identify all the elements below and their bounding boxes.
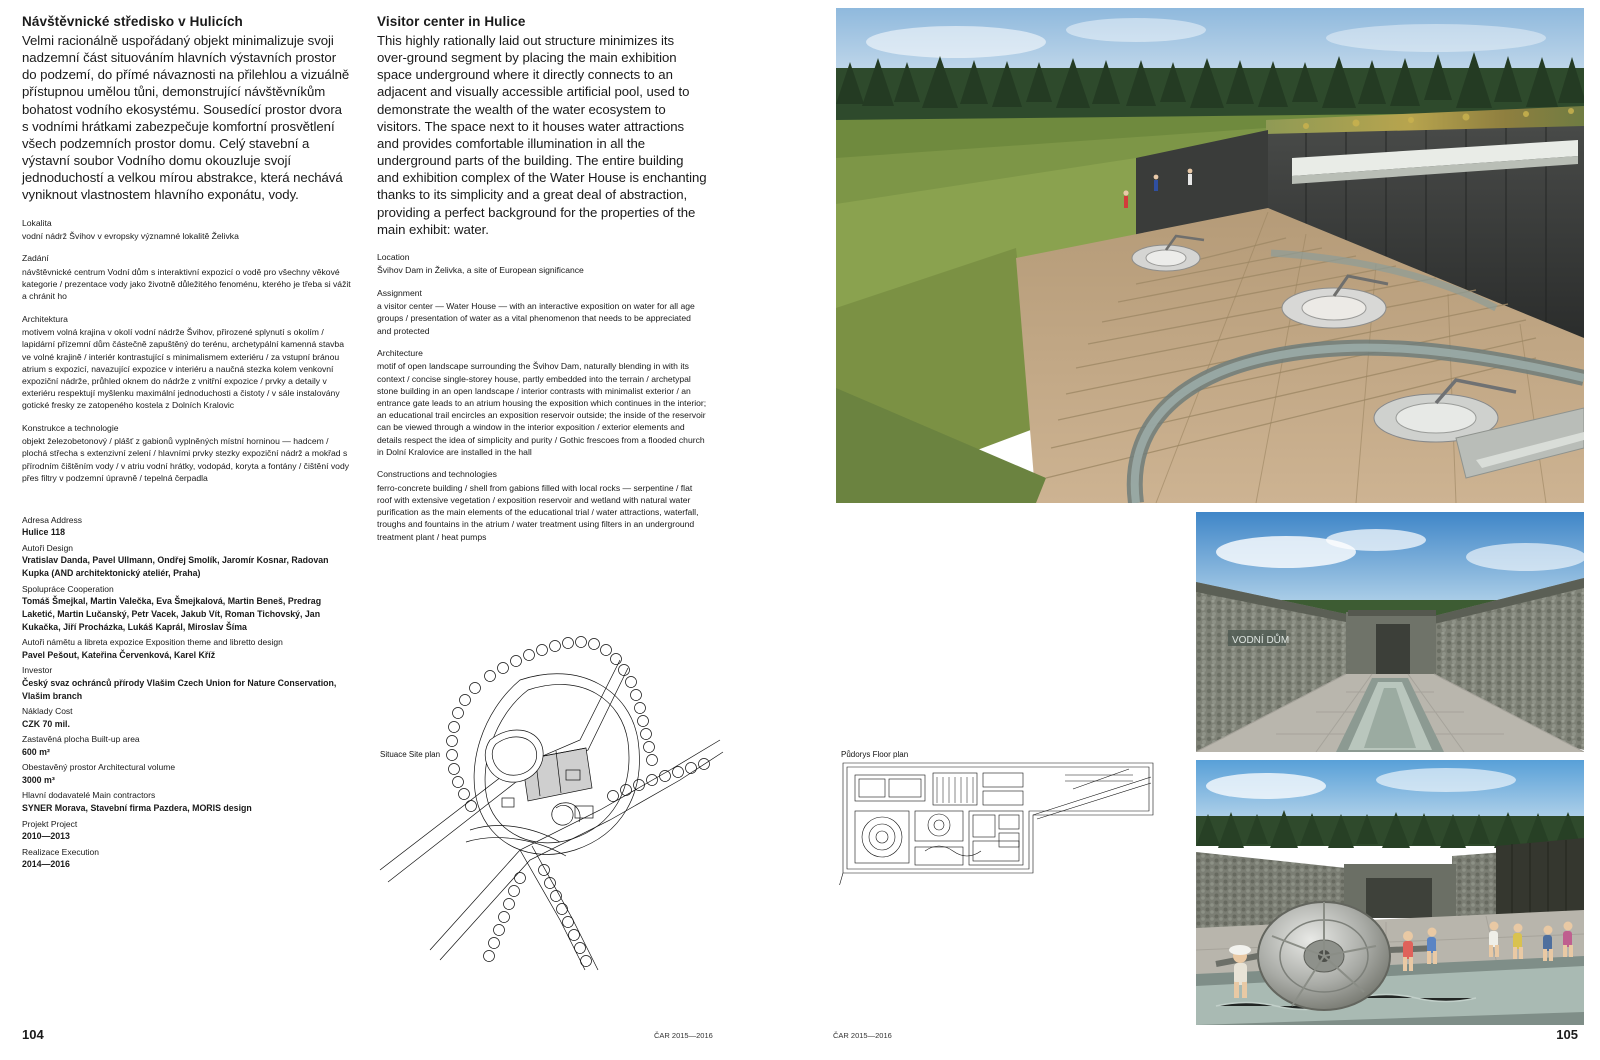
credit-label: Autoři námětu a libreta expozice Exposition theme and libretto design: [22, 637, 283, 648]
section-body: motif of open landscape surrounding the Švihov Dam, naturally blending in with its context / concise single-storey house, partly embedded into the terrain / archetypal stone building in an open landscape / interior contrasts with minimalist exterior / an entrance gate leads to an atrium housing the exposition which continues in the interior; an educational trail encircles an exposition reservoir outside; the inside of the reservoir can be viewed through a window in the interior exposition / exterior elements and details respect the idea of simplicity and purity / Gothic frescoes from a flooded church in Dolní Kralovice are installed in the hall: [377, 361, 707, 457]
credit-label: Zastavěná plocha Built-up area: [22, 734, 140, 745]
section-constructions: [377, 469, 707, 543]
section-body: objekt železobetonový / plášť z gabionů vyplněných místní horninou — hadcem / plochá střecha s extenzivní zelení / hlavními prvky stezky expoziční nádrž a mokřad s přírodním čištěním vody / v atriu vodní hrátky, vodopád, koryta a fontány / čištění vody přes filtry v podzemní úpravně / tepelná čerpadla: [22, 436, 350, 483]
credit-label: Realizace Execution: [22, 846, 100, 857]
section-body: a visitor center — Water House — with an interactive exposition on water for all age groups / presentation of water as a vital phenomenon that needs to be appreciated and protected: [377, 301, 695, 336]
section-body: návštěvnické centrum Vodní dům s interaktivní expozicí o vodě pro všechny věkové kategorie / prezentace vody jako životně důležitého fenoménu, kterého je třeba si vážit a chránit ho: [22, 266, 351, 302]
photo-gabion-corridor: [1196, 512, 1584, 752]
credit-label: Hlavní dodavatelé Main contractors: [22, 790, 156, 801]
credit-value: SYNER Morava, Stavební firma Pazdera, MORIS design: [22, 802, 252, 813]
credit-label: Investor: [22, 665, 53, 676]
credit-value: CZK 70 mil.: [22, 718, 70, 729]
section-title: Konstrukce a technologie: [22, 422, 119, 433]
section-title: Architektura: [22, 313, 68, 324]
section-architecture: [377, 348, 707, 458]
credit-value: Pavel Pešout, Kateřina Červenková, Karel Kříž: [22, 649, 216, 660]
section-title: Location: [377, 251, 410, 262]
credit-label: Adresa Address: [22, 514, 83, 525]
credit-value: 3000 m³: [22, 774, 55, 785]
section-architektura: [22, 314, 352, 412]
credit-label: Náklady Cost: [22, 706, 73, 717]
page-number-left: 104: [22, 1027, 44, 1042]
section-body: ferro-concrete building / shell from gabions filled with local rocks — serpentine / flat roof with extensive vegetation / exposition reservoir and wetland with natural water purification as the main elements of the educational trial / water attractions, waterfall, troughs and fountains in the atrium / water treatment using filters in an underground treatment plant / heat pumps: [377, 482, 699, 542]
section-body: vodní nádrž Švihov v evropsky významné lokalitě Želivka: [22, 231, 239, 242]
credit-value: 2014—2016: [22, 858, 70, 869]
credit-label: Obestavěný prostor Architectural volume: [22, 762, 176, 773]
credit-label: Autoři Design: [22, 543, 74, 554]
section-body: Švihov Dam in Želivka, a site of European significance: [377, 265, 584, 276]
credit-label: Projekt Project: [22, 818, 78, 829]
section-location: [377, 252, 707, 277]
section-zadani: [22, 253, 352, 302]
credit-value: 600 m²: [22, 746, 50, 757]
credit-value: Tomáš Šmejkal, Martin Valečka, Eva Šmejkalová, Martin Beneš, Predrag Laketić, Martin Lučanský, Petr Vacek, Jakub Vít, Roman Tichovský, Jan Kukačka, Jiří Procházka, Lukáš Kaprál, Miroslav Šíma: [22, 596, 322, 632]
credits-block: [22, 514, 352, 871]
section-title: Constructions and technologies: [377, 469, 497, 480]
section-title: Architecture: [377, 347, 423, 358]
photo-water-wheel-atrium: [1196, 760, 1584, 1025]
spread-gutter: [800, 0, 801, 1060]
section-title: Assignment: [377, 287, 422, 298]
section-body: motivem volná krajina v okolí vodní nádrže Švihov, přirozené splynutí s okolím / lapidární přízemní dům částečně zapuštěný do terénu, archetypální kamenná stavba ve volné krajině / interiér kontrastující s minimalismem exteriéru / za vstupní bránou atrium s expozicí, navazující expozice v interiéru a naučná stezka kolem venkovní expoziční nádrže, průhled oknem do nádrže z vnitřní expozice / prvky a detaily v exteriéru respektují myšlenku maximální jednoduchosti a čistoty / v sále instalovány gotické fresky ze zatopeného kostela z Dolních Kralovic: [22, 327, 344, 411]
page-title-en: Visitor center in Hulice: [377, 14, 526, 29]
section-lokalita: [22, 218, 352, 243]
svg-text:VODNÍ DŮM: VODNÍ DŮM: [1232, 635, 1290, 646]
credit-value: Český svaz ochránců přírody Vlašim Czech Union for Nature Conservation, Vlašim branch: [22, 677, 337, 701]
running-head-left: ČAR 2015—2016: [654, 1031, 713, 1040]
czech-column: [22, 14, 352, 874]
credit-label: Spolupráce Cooperation: [22, 583, 114, 594]
credit-value: Hulice 118: [22, 527, 66, 538]
lead-paragraph-en: This highly rationally laid out structure minimizes its over-ground segment by placing the main exhibition space underground where it directly connects to an adjacent and visually accessible artificial pool, used to demonstrate the wealth of the water ecosystem to visitors. The space next to it houses water attractions and provides comfortable illumination in all the underground parts of the building. The entire building and exhibition complex of the Water House is enchanting thanks to its simplicity and a great deal of abstraction, providing a perfect background for the properties of the main exhibit: water.: [377, 33, 707, 237]
section-assignment: [377, 288, 707, 337]
running-head-right: ČAR 2015—2016: [833, 1031, 892, 1040]
section-konstrukce: [22, 423, 352, 484]
section-title: Zadání: [22, 253, 49, 264]
page-title-cz: Návštěvnické středisko v Hulicích: [22, 14, 243, 29]
lead-paragraph-cz: Velmi racionálně uspořádaný objekt minimalizuje svoji nadzemní část situováním hlavních výstavních prostor do podzemí, do přímé návaznosti na přilehlou a vizuálně přístupnou umělou tůni, demonstrující návštěvníkům bohatost vodního ekosystému. Sousedící prostor dvora s vodními hrátkami zabezpečuje komfortní prosvětlení všech podzemních prostor domu. Celý stavební a výstavní soubor Vodního domu okouzluje svojí jednoduchostí a velkou mírou abstrakce, která nechává vyniknout vlastnostem hlavního exponátu, vody.: [22, 33, 350, 203]
credit-value: 2010—2013: [22, 830, 70, 841]
page-number-right: 105: [1556, 1027, 1578, 1042]
site-plan-drawing: [370, 620, 725, 980]
section-title: Lokalita: [22, 217, 52, 228]
credit-value: Vratislav Danda, Pavel Ullmann, Ondřej Smolík, Jaromír Kosnar, Radovan Kupka (AND architektonický ateliér, Praha): [22, 555, 329, 579]
english-column: [377, 14, 707, 554]
photo-main-aerial: [836, 8, 1584, 503]
floor-plan-drawing: [833, 755, 1163, 885]
floor-plan-caption: Půdorys Floor plan: [841, 750, 909, 759]
site-plan-caption: Situace Site plan: [380, 750, 441, 759]
